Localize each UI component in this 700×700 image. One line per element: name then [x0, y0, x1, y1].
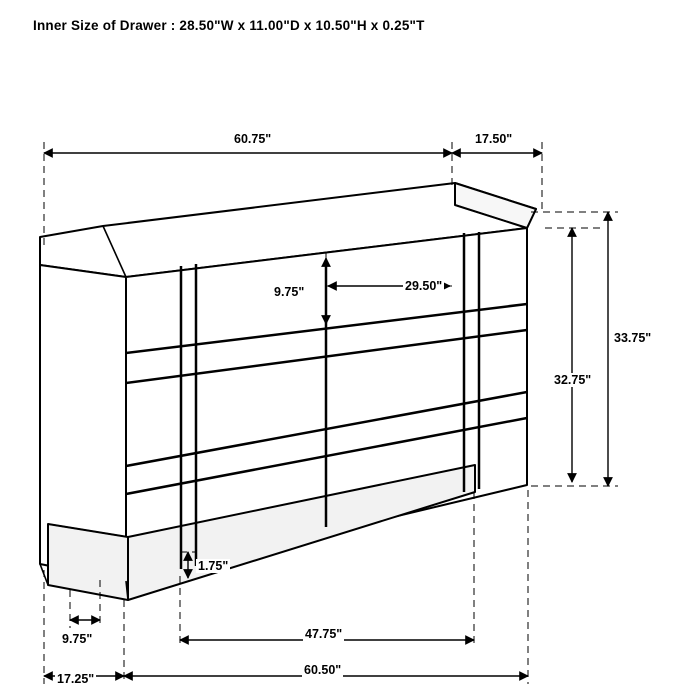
page-title: Inner Size of Drawer : 28.50"W x 11.00"D x 10.50"H x 0.25"T: [33, 18, 425, 33]
dim-label-drawer-height: 9.75": [274, 285, 305, 299]
dim-label-bottom-small: 9.75": [62, 632, 93, 646]
dim-label-right-outer-height: 33.75": [614, 331, 652, 345]
dim-label-right-inner-height: 32.75": [554, 373, 592, 387]
dim-label-bottom-overall: 60.50": [304, 663, 342, 677]
dim-label-drawer-width: 29.50": [405, 279, 443, 293]
dresser-body: [40, 183, 536, 600]
dim-label-top-right-width: 17.50": [475, 132, 513, 146]
dim-label-top-left-width: 60.75": [234, 132, 272, 146]
dim-label-bottom-middle: 47.75": [305, 627, 343, 641]
dim-label-plinth-height: 1.75": [198, 559, 229, 573]
dim-label-bottom-base: 17.25": [57, 672, 95, 686]
